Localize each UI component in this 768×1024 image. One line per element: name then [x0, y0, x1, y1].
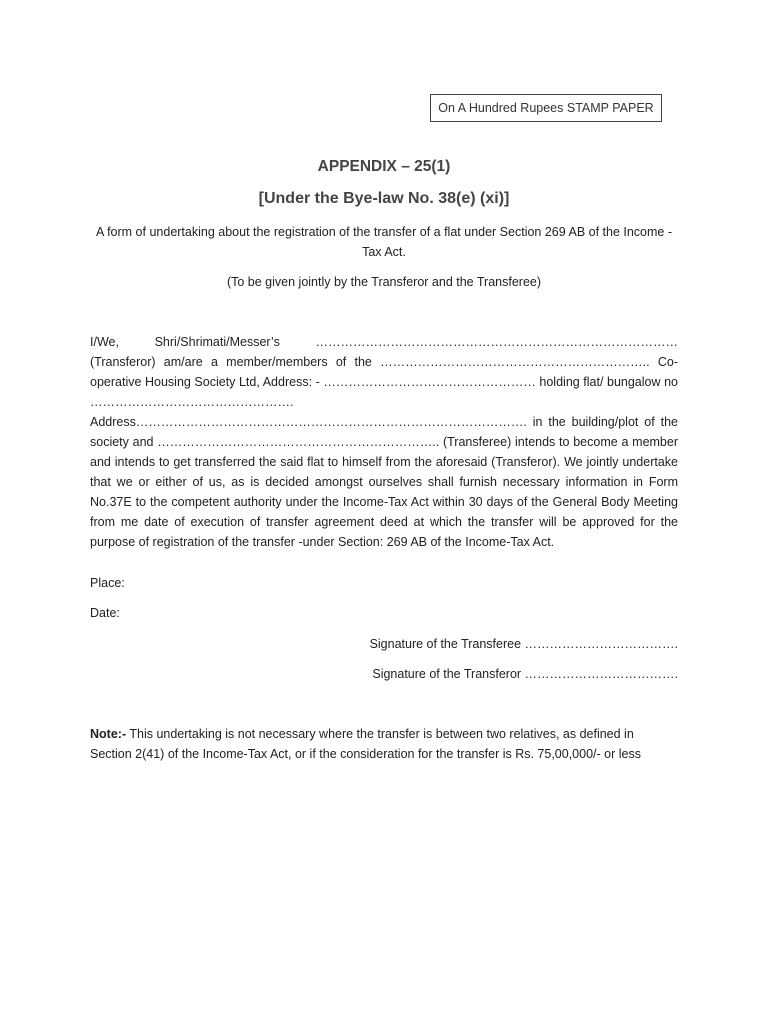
- appendix-heading: APPENDIX – 25(1): [317, 158, 451, 175]
- place-label: Place:: [90, 576, 125, 590]
- note-label: Note:-: [90, 727, 127, 741]
- stamp-paper-label: On A Hundred Rupees STAMP PAPER: [430, 94, 662, 122]
- transferor-signature-line: Signature of the Transferor ……………………………….: [372, 667, 678, 681]
- note-text: This undertaking is not necessary where the transfer is between two relatives, as defined in Section 2(41) of the Income-Tax Act, or if the consideration for the transfer is Rs. 75,00,000/- or less: [90, 727, 641, 761]
- byelaw-heading: [Under the Bye-law No. 38(e) (xi)]: [258, 190, 510, 207]
- date-label: Date:: [90, 606, 120, 620]
- transferee-signature-line: Signature of the Transferee ……………………………….: [369, 637, 678, 651]
- form-description: A form of undertaking about the registration of the transfer of a flat under Section 269 AB of the Income - Tax Act.: [95, 225, 673, 259]
- note-block: [90, 724, 678, 764]
- given-by-note: (To be given jointly by the Transferor and the Transferee): [226, 275, 542, 289]
- undertaking-paragraph: I/We, Shri/Shrimati/Messer’s …………………………………………………………………………… (Transferor) am/are a member/members of the ……………………………………………………….. Co- operative Housing Society Ltd, Address: - …………………………………………… holding flat/ bungalow no …………………………………………. Address…………………………………………………………………………………. in the building/plot of the society and ………………………………………………………….. (Transferee) intends to become a member and intends to get transferred the said flat to himself from the aforesaid (Transferor). We jointly undertake that we or either of us, as is decided amongst ourselves shall furnish necessary information in Form No.37E to the competent authority under the Income-Tax Act within 30 days of the General Body Meeting from me date of execution of transfer agreement deed at which the transfer will be approved for the purpose of registration of the transfer -under Section: 269 AB of the Income-Tax Act.: [90, 335, 678, 549]
